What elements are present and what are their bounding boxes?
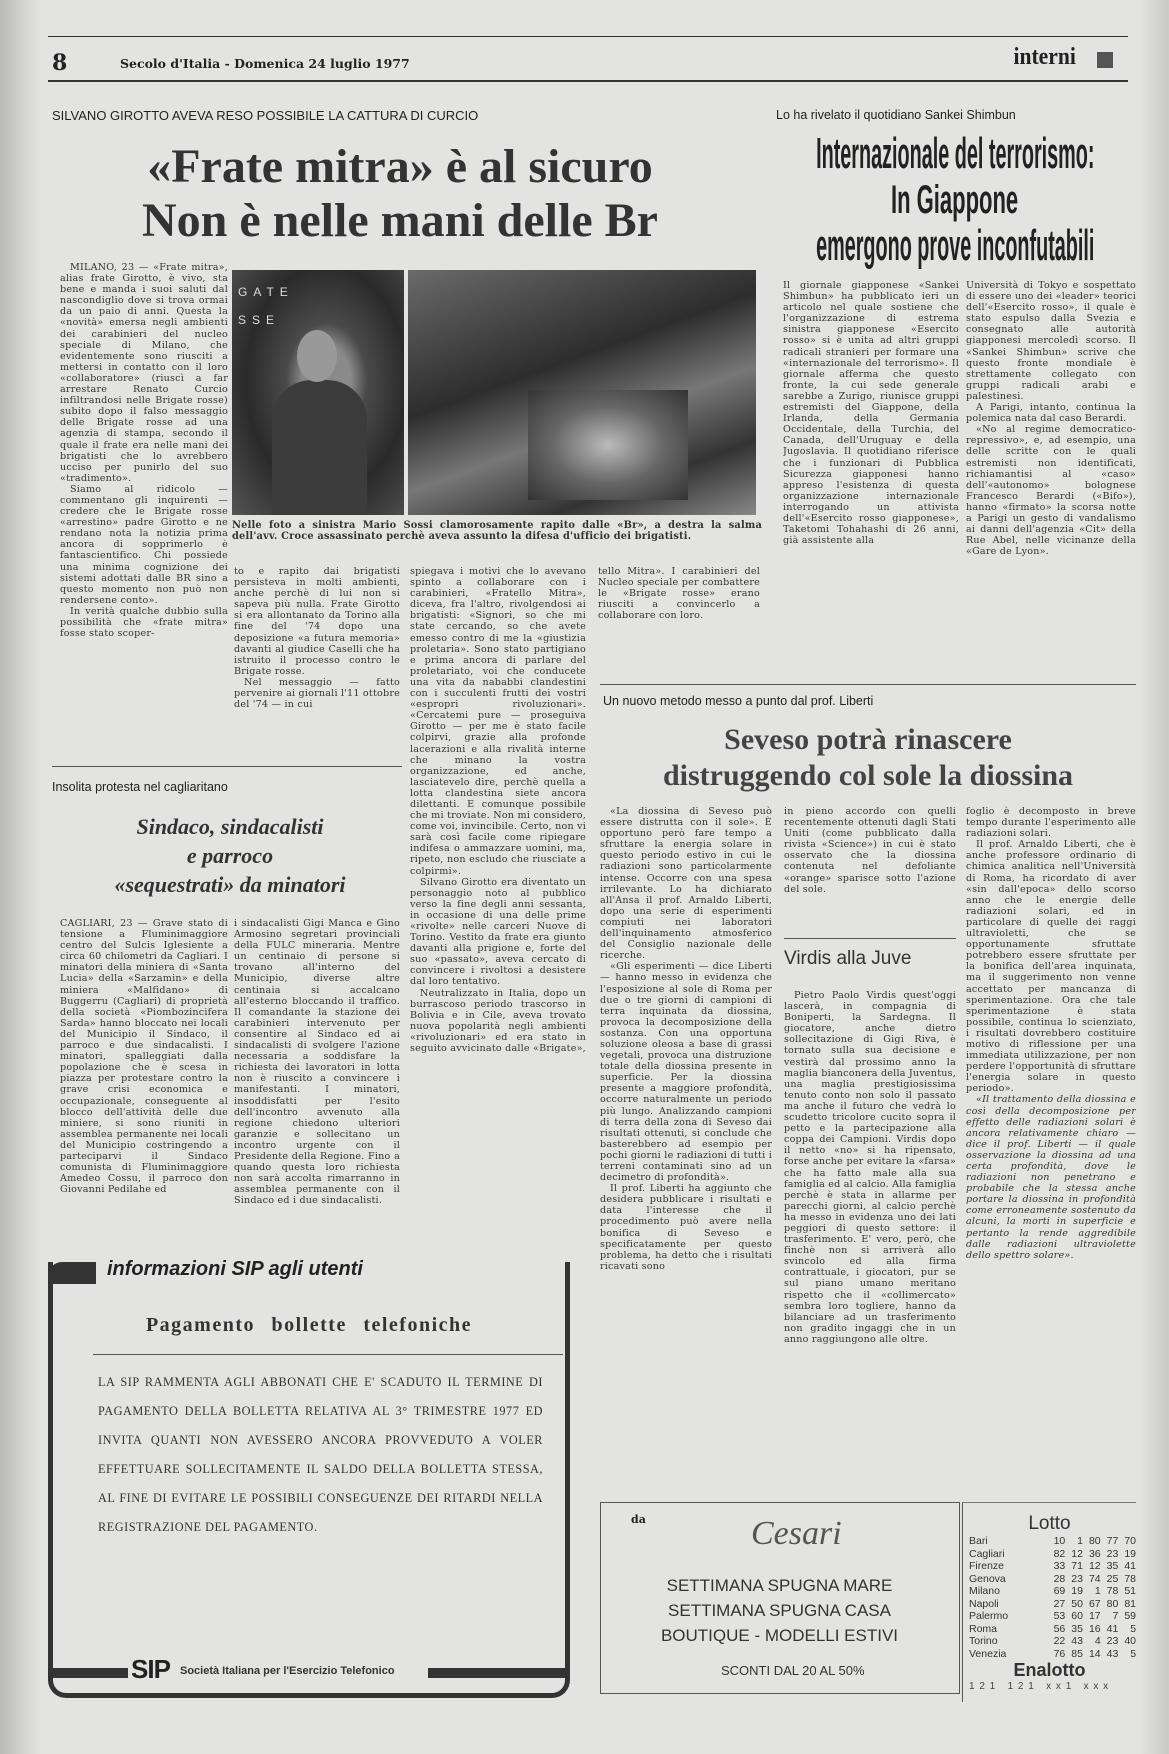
frate-headline-line-2: Non è nelle mani delle Br bbox=[142, 194, 658, 247]
giappone-headline-line-2: In Giappone bbox=[891, 178, 1019, 222]
lotto-number: 23 bbox=[1106, 1635, 1119, 1647]
frate-headline-line-1: «Frate mitra» è al sicuro bbox=[147, 140, 653, 193]
lotto-number: 1 bbox=[1094, 1585, 1101, 1597]
lotto-city: Cagliari bbox=[969, 1547, 1005, 1560]
lotto-number: 51 bbox=[1124, 1585, 1137, 1597]
lotto-number: 78 bbox=[1106, 1585, 1119, 1597]
lotto-number: 67 bbox=[1088, 1597, 1101, 1610]
sindaco-kicker: Insolita protesta nel cagliaritano bbox=[52, 780, 228, 794]
lotto-number: 5 bbox=[1130, 1647, 1137, 1660]
lotto-number: 10 bbox=[1053, 1535, 1066, 1547]
giappone-headline-line-3: emergono prove inconfutabili bbox=[815, 221, 1095, 270]
lotto-row bbox=[969, 1560, 1136, 1573]
photo-sossi bbox=[232, 270, 404, 515]
lotto-number: 71 bbox=[1071, 1560, 1083, 1572]
seveso-kicker: Un nuovo metodo messo a punto dal prof. Liberti bbox=[603, 694, 874, 708]
lotto-number: 40 bbox=[1124, 1635, 1137, 1647]
top-rule bbox=[48, 36, 1128, 37]
paragraph: Il prof. Arnaldo Liberti, che è anche professore ordinario di chimica analitica nell'Università di Roma, ha ricordato di aver «sin dall'epoca» dello scorso anno che le energie delle radiazioni solari, ed in particolare di quelle dei raggi ultravioletti, che se opportunamente sfruttate potrebbero essere sfruttate per la bonifica dell'area inquinata, ma il suggerimento non venne accettato per mancanza di sperimentazione. Ora che tale sperimentazione è stata possibile, continua lo scienziato, i risultati dovrebbero costituire motivo di riflessione per una immediata utilizzazione, per non perdere l'opportunità di sfruttare l'energia solare in questo periodo». bbox=[966, 839, 1136, 1095]
divider bbox=[93, 1354, 563, 1355]
cesari-line-1: SETTIMANA SPUGNA MARE bbox=[666, 1576, 893, 1595]
lotto-number: 23 bbox=[1071, 1572, 1083, 1585]
lotto-number: 41 bbox=[1124, 1560, 1137, 1572]
section-name: interni bbox=[1013, 44, 1076, 70]
page-shadow-right bbox=[1139, 0, 1169, 1754]
lotto-city: Genova bbox=[969, 1572, 1006, 1585]
lotto-number: 35 bbox=[1071, 1622, 1083, 1635]
sindaco-headline-line-1: Sindaco, sindacalisti bbox=[136, 814, 324, 839]
frate-column-2 bbox=[234, 566, 400, 742]
lotto-city: Bari bbox=[969, 1535, 988, 1547]
sip-body: LA SIP RAMMENTA AGLI ABBONATI CHE E' SCADUTO IL TERMINE DI PAGAMENTO DELLA BOLLETTA RELATIVA AL 3° TRIMESTRE 1977 ED INVITA QUANTI NON AVESSERO ANCORA PROVVEDUTO A VOLER EFFETTUARE SOLLECITAMENTE IL SALDO DELLA BOLLETTA STESSA, AL FINE DI EVITARE LE POSSIBILI CONSEGUENZE DEI RITARDI NELLA REGISTRAZIONE DEL PAGAMENTO. bbox=[98, 1375, 543, 1534]
lotto-number: 35 bbox=[1106, 1560, 1119, 1572]
virdis-headline: Virdis alla Juve bbox=[784, 948, 912, 969]
lotto-row bbox=[969, 1535, 1136, 1548]
lotto-number: 17 bbox=[1088, 1610, 1101, 1622]
lotto-number: 28 bbox=[1053, 1572, 1066, 1585]
giappone-column-2 bbox=[966, 280, 1136, 675]
frate-headline bbox=[60, 140, 740, 248]
lotto-number: 5 bbox=[1130, 1622, 1137, 1635]
lotto-number: 7 bbox=[1112, 1610, 1119, 1622]
cesari-logo: Cesari bbox=[751, 1515, 842, 1552]
lotto-number: 16 bbox=[1088, 1622, 1101, 1635]
lotto-number: 85 bbox=[1071, 1647, 1083, 1660]
sip-logo: SIP bbox=[131, 1654, 170, 1684]
lotto-number: 80 bbox=[1088, 1535, 1101, 1547]
cesari-discount: SCONTI DAL 20 AL 50% bbox=[721, 1663, 865, 1678]
cesari-prefix: da bbox=[631, 1513, 646, 1526]
lotto-row bbox=[969, 1573, 1136, 1586]
sip-footer-bar-left bbox=[48, 1668, 128, 1678]
paragraph: Università di Tokyo e sospettato di essere uno dei «leader» teorici dell'«Esercito rosso», il quale è stato espulso dalla Svezia e consegnato alle autorità giapponesi mercoledì scorso. Il «Sankei Shimbun» scrive che questo fronte mondiale è strettamente collegato con gruppi radicali arabi e palestinesi. bbox=[966, 280, 1136, 402]
lotto-number: 33 bbox=[1053, 1560, 1066, 1572]
divider bbox=[52, 766, 402, 767]
frate-column-1 bbox=[60, 262, 228, 752]
giappone-headline bbox=[780, 130, 1130, 270]
enalotto-title: Enalotto bbox=[1013, 1660, 1086, 1680]
paragraph: «Gli esperimenti — dice Liberti — hanno messo in evidenza che l'esposizione al sole di Roma per due o tre giorni di campioni di terra inquinata da diossina, provoca la decomposizione della sostanza. Con una opportuna soluzione oleosa a base di grassi vegetali, provoca una distruzione totale della diossina presente in superficie. Per la diossina presente a maggiore profondità, occorre naturalmente un periodo più lungo. Analizzando campioni di terra della zona di Seveso dai risultati ottenuti, si conclude che basterebbero ad esempio per pochi giorni le radiazioni di tutti i terreni contaminati sino ad un decimetro di profondità». bbox=[600, 961, 772, 1184]
sindaco-headline bbox=[60, 812, 400, 899]
lotto-number: 22 bbox=[1053, 1635, 1066, 1647]
lotto-number: 69 bbox=[1053, 1585, 1066, 1597]
lotto-number: 81 bbox=[1124, 1597, 1137, 1610]
lotto-number: 27 bbox=[1053, 1597, 1066, 1610]
lotto-number: 25 bbox=[1106, 1572, 1119, 1585]
seveso-column-3 bbox=[966, 806, 1136, 1481]
sip-banner: informazioni SIP agli utenti bbox=[107, 1258, 363, 1280]
lotto-number: 19 bbox=[1124, 1547, 1137, 1560]
cesari-line-2: SETTIMANA SPUGNA CASA bbox=[668, 1601, 891, 1620]
lotto-row bbox=[969, 1635, 1136, 1648]
photo-figure bbox=[272, 380, 367, 515]
lotto-number: 41 bbox=[1106, 1622, 1119, 1635]
paragraph: Siamo al ridicolo — commentano gli inquirenti — credere che le Brigate rosse «arrestino» padre Girotto e ne rendano nota la notizia prima ancora di sopprimerlo è fantascientifico. Chi possiede una minima cognizione dei sistemi adottati dalle BR sino a questo momento non può non rendersene conto». bbox=[60, 483, 228, 606]
lotto-city: Torino bbox=[969, 1635, 998, 1647]
divider bbox=[784, 938, 956, 939]
virdis-body bbox=[784, 990, 956, 1482]
lotto-city: Palermo bbox=[969, 1610, 1009, 1622]
divider bbox=[600, 684, 1136, 685]
sip-banner-bar bbox=[48, 1262, 96, 1284]
lotto-number: 50 bbox=[1071, 1597, 1083, 1610]
sindaco-headline-line-2: e parroco bbox=[186, 843, 274, 868]
seveso-headline bbox=[600, 722, 1136, 794]
sip-company: Società Italiana per l'Esercizio Telefonico bbox=[180, 1665, 395, 1677]
giappone-kicker: Lo ha rivelato il quotidiano Sankei Shimbun bbox=[776, 108, 1016, 122]
lotto-number: 82 bbox=[1053, 1547, 1066, 1560]
lotto-row bbox=[969, 1585, 1136, 1598]
photo-scene bbox=[528, 390, 688, 500]
lotto-number: 12 bbox=[1088, 1560, 1101, 1572]
cesari-lines bbox=[601, 1573, 958, 1648]
paragraph: In verità qualche dubbio sulla possibilità che «frate mitra» fosse stato scoper- bbox=[60, 605, 228, 640]
photo-face bbox=[297, 330, 337, 382]
cesari-line-3: BOUTIQUE - MODELLI ESTIVI bbox=[660, 1626, 899, 1645]
paragraph: Nel messaggio — fatto pervenire ai giornali l'11 ottobre del '74 — in cui bbox=[234, 676, 400, 711]
seveso-column-2: in pieno accordo con quelli recentemente ottenuti dagli Stati Uniti (come pubblicato dalla rivista «Science») in cui è stato osservato che la diossina contenuta nel defoliante «orange» sparisce sotto l'azione del sole. bbox=[784, 806, 956, 895]
lotto-title: Lotto bbox=[1028, 1513, 1071, 1534]
lotto-number: 43 bbox=[1071, 1635, 1083, 1647]
lotto-number: 36 bbox=[1088, 1547, 1101, 1560]
cesari-ad bbox=[600, 1502, 960, 1694]
lotto-number: 12 bbox=[1071, 1547, 1083, 1560]
photo-sign-text: GATE SSE bbox=[238, 285, 294, 327]
section-mark bbox=[1097, 52, 1113, 68]
lotto-city: Milano bbox=[969, 1585, 1000, 1597]
lotto-row bbox=[969, 1598, 1136, 1611]
giappone-headline-line-1: Internazionale del terrorismo: bbox=[815, 129, 1095, 178]
lotto-number: 78 bbox=[1124, 1572, 1137, 1585]
paragraph: Neutralizzato in Italia, dopo un burrascoso periodo trascorso in Bolivia e in Cile, aveva trovato nuova popolarità negli ambienti «rivoluzionari» ed era stato in seguito avvicinato dalle «Brigate», bbox=[410, 987, 586, 1055]
masthead-rule bbox=[48, 80, 1128, 82]
paragraph: foglio è decomposto in breve tempo durante l'esperimento alle radiazioni solari. bbox=[966, 806, 1136, 840]
lotto-number: 74 bbox=[1088, 1572, 1101, 1585]
lotto-number: 59 bbox=[1124, 1610, 1137, 1622]
paragraph: «No al regime democratico-repressivo», e, ad esempio, una delle scritte con le quali estremisti non identificati, richiamantisi al «caso» dell'«autonomo» bolognese Francesco Berardi («Bifo»), hanno «firmato» la scorsa notte a Parigi un gesto di vandalismo ai danni dell'agenzia «Cit» della Rue Abel, nelle vicinanze della «Gare de Lyon». bbox=[966, 424, 1136, 558]
lotto-number: 76 bbox=[1053, 1647, 1066, 1660]
lotto-box bbox=[962, 1502, 1136, 1702]
lotto-number: 70 bbox=[1124, 1535, 1137, 1547]
paragraph: Pietro Paolo Virdis quest'oggi lascerà, in compagnia di Boniperti, la Sardegna. Il giocatore, anche dietro sollecitazione di Gigi Riva, è tornato sulla sua decisione e vestirà dal prossimo anno la maglia bianconera della Juventus, una maglia prestigiosissima tenuto conto non solo il passato ma anche il futuro che vedrà lo scudetto tricolore cucito sopra il petto e la partecipazione alla coppa dei Campioni. Virdis dopo il netto «no» si ha ripensato, forse anche per evitare la «farsa» che ha fatto male alla sua famiglia ed al calcio. Alla famiglia perchè è stata in allarme per parecchi giorni, al calcio perchè ha messo in evidenza uno dei lati peggiori di questo settore: il trasferimento. E' vero, però, che finchè non si arriverà allo svincolo ed alla firma contrattuale, i giocatori, pur se sul piano umano meritano rispetto che il «collimercato» sembra loro togliere, hanno da bilanciare ad un trasferimento non gradito ingaggi che in un anno raggiungono alle oltre. bbox=[784, 990, 956, 1345]
lotto-number: 23 bbox=[1106, 1547, 1119, 1560]
lotto-number: 4 bbox=[1094, 1635, 1101, 1647]
seveso-headline-line-2: distruggendo col sole la diossina bbox=[662, 759, 1074, 792]
sindaco-column-1: CAGLIARI, 23 — Grave stato di tensione a Fluminimaggiore centro del Sulcis Iglesiente a circa 60 chilometri da Cagliari. I minatori della miniera di «Santa Lucia» della «Sarzamin» e della miniera «Malfidano» di Buggerru (Cagliari) di proprietà della società «Piombozincifera Sarda» hanno bloccato nei locali del Municipio il Sindaco, il parroco e due sindacalisti. I minatori, spalleggiati dalla popolazione che è scesa in piazza per protestare contro la grave crisi economica e occupazionale, conseguente al blocco dell'attività delle due miniere, si sono riuniti in assemblea permanente nei locali del Municipio costringendo a parteciparvi il Sindaco comunista di Fluminimaggiore Amedeo Cossu, il parroco don Giovanni Pedilahe ed bbox=[60, 918, 228, 1196]
paragraph: to e rapito dai brigatisti persisteva in molti ambienti, anche perchè di lui non si sapeva più nulla. Frate Girotto si era allontanato da Torino alla fine del '74 dopo una deposizione «a futura memoria» davanti al giudice Caselli che ha istruito il processo contro le Brigate rosse. bbox=[234, 566, 400, 677]
paragraph: Silvano Girotto era diventato un personaggio noto al pubblico verso la fine degli anni sessanta, in occasione di una delle prime «rivolte» nelle carceri Nuove di Torino. Vestito da frate era giunto davanti alla prigione e, forte del suo «passato», aveva cercato di convincere i rivoltosi a desistere dal loro tentativo. bbox=[410, 876, 586, 988]
sip-title: Pagamento bollette telefoniche bbox=[145, 1314, 473, 1336]
frate-kicker: SILVANO GIROTTO AVEVA RESO POSSIBILE LA CATTURA DI CURCIO bbox=[52, 108, 479, 123]
lotto-number: 19 bbox=[1071, 1585, 1083, 1597]
lotto-number: 53 bbox=[1053, 1610, 1066, 1622]
sindaco-column-2: i sindacalisti Gigi Manca e Gino Armosino segretari provinciali della FULC mineraria. Mentre un centinaio di persone si trovano all'interno del Municipio, diverse altre centinaia si accalcano all'esterno bloccando il traffico. Il comandante la stazione dei carabinieri intervenuto per consentire al Sindaco ed ai sindacalisti di svolgere l'azione necessaria a soddisfare la richiesta dei lavoratori in lotta non è riuscito a convincere i manifestanti. I minatori, insoddisfatti per l'esito dell'incontro avvenuto alla regione chiedono ulteriori garanzie e sollecitano un incontro urgente con il Presidente della Regione. Fino a quando questa loro richiesta non sarà accolta rimarranno in assemblea permanente con il Sindaco ed i due sindacalisti. bbox=[234, 918, 400, 1207]
lotto-row bbox=[969, 1623, 1136, 1636]
paragraph: Il prof. Liberti ha aggiunto che desidera pubblicare i risultati e data l'interesse che il procedimento può avere nella bonifica di Seveso e specificatamente per questo problema, ha detto che i risultati ricavati sono bbox=[600, 1183, 772, 1272]
paper-dateline: Secolo d'Italia - Domenica 24 luglio 1977 bbox=[120, 56, 410, 71]
lotto-city: Napoli bbox=[969, 1597, 999, 1610]
lotto-number: 56 bbox=[1053, 1622, 1066, 1635]
lotto-city: Firenze bbox=[969, 1560, 1005, 1572]
lotto-number: 1 bbox=[1077, 1535, 1083, 1547]
seveso-headline-line-1: Seveso potrà rinascere bbox=[724, 723, 1012, 756]
lotto-number: 77 bbox=[1106, 1535, 1119, 1547]
lotto-city: Roma bbox=[969, 1622, 998, 1635]
page-shadow-left bbox=[0, 0, 40, 1754]
paragraph: MILANO, 23 — «Frate mitra», alias frate Girotto, è vivo, sta bene e manda i suoi saluti dal nascondiglio dove si trova ormai da un paio di anni. Questa la «novità» emersa negli ambienti dei carabinieri del nucleo speciale di Milano, che evidentemente sono riusciti a mettersi in contatto con il loro «collaboratore» (riuscì a far arrestare Renato Curcio infiltrandosi nelle Brigate rosse) subito dopo il falso messaggio delle Brigate rosse ad una agenzia di stampa, secondo il quale il frate era nelle mani dei brigatisti che lo avrebbero ucciso per punirlo del suo «tradimento». bbox=[60, 262, 228, 484]
lotto-row bbox=[969, 1548, 1136, 1561]
giappone-column-1: Il giornale giapponese «Sankei Shimbun» ha pubblicato ieri un articolo nel quale sostiene che l'organizzazione di estrema sinistra giapponese «Esercito rosso» si è unita ad altri gruppi radicali stranieri per formare una «internazionale del terrorismo». Il giornale afferma che questo fronte, la cui sede generale sarebbe a Zurigo, riunisce gruppi estremisti del Giappone, della Irlanda, della Germania Occidentale, della Turchia, del Canada, dell'Uruguay e della Jugoslavia. Il quotidiano riferisce che i funzionari di Pubblica Sicurezza giapponesi hanno appreso l'esistenza di questa organizzazione internazionale interrogando un attivista dell'«Esercito rosso giapponese», Taketomi Tohahashi di 26 anni, già assistente alla bbox=[783, 280, 959, 547]
page-number: 8 bbox=[52, 50, 68, 76]
paragraph: «La diossina di Seveso può essere distrutta con il sole». È opportuno però fare tempo a sfruttare la energia solare in questo periodo estivo in cui le radiazioni sono particolarmente intense. Occorre con una spesa irrilevante. Lo ha dichiarato all'Ansa il prof. Arnaldo Liberti, dopo una serie di esperimenti compiuti nei laboratori dell'inquinamento atmosferico del Consiglio nazionale delle ricerche. bbox=[600, 806, 772, 962]
sip-ad bbox=[48, 1258, 570, 1698]
sindaco-headline-line-3: «sequestrati» da minatori bbox=[114, 872, 346, 897]
sip-footer-bar-right bbox=[428, 1668, 568, 1678]
lotto-city: Venezia bbox=[969, 1647, 1007, 1660]
lotto-number: 14 bbox=[1088, 1647, 1101, 1660]
seveso-column-1 bbox=[600, 806, 772, 1481]
frate-column-4: tello Mitra». I carabinieri del Nucleo speciale per combattere le «Brigate rosse» erano riusciti a convincerlo a collaborare con loro. bbox=[598, 566, 760, 622]
lotto-row bbox=[969, 1648, 1136, 1661]
lotto-row bbox=[969, 1610, 1136, 1623]
paragraph: spiegava i motivi che lo avevano spinto a collaborare con i carabinieri, «Fratello Mitra», diceva, fra l'altro, rivolgendosi ai brigatisti: «Signori, so che mi state cercando, so che avete emesso contro di me la «giustizia proletaria». Sono stato partigiano e prima ancora di parlare del proletariato, voi che conducete una vita da nababbi clandestini con i succulenti frutti dei vostri «espropri rivoluzionari». «Cercatemi pure — proseguiva Girotto — per me è stato facile colpirvi, grazie alla profonde lacerazioni e alla rivalità interne che minano la vostra organizzazione, ed anche, lasciatevelo dire, perchè quella a lotta clandestina siete ancora dilettanti. E comunque possibile che mi troviate. Non mi considero, come voi, invincibile. Certo, non vi sarà così facile come ripiegare indifesa o ammazzare uomini, ma, ripeto, non escludo che riusciate a colpirmi». bbox=[410, 566, 586, 877]
paragraph: A Parigi, intanto, continua la polemica nata dal caso Berardi. bbox=[966, 402, 1136, 425]
lotto-number: 43 bbox=[1106, 1647, 1119, 1660]
lotto-table bbox=[963, 1535, 1136, 1660]
paragraph: «Il trattamento della diossina e così della decomposizione per effetto delle radiazioni solari è ancora relativamente chiaro — dice il prof. Liberti — il quale osservazione la diossina ad una certa profondità, dove le radiazioni non penetrano e probabile che la stessa anche portare la diossina in profondità come erroneamente sostenuto da alcuni, la morti in superficie e pertanto la rende aggredibile dalle radiazioni ultraviolette dello spettro solare». bbox=[966, 1094, 1136, 1261]
lotto-number: 80 bbox=[1106, 1597, 1119, 1610]
enalotto-results: 1 2 1 1 2 1 x x 1 x x x bbox=[969, 1681, 1110, 1692]
photo-croce bbox=[408, 270, 756, 515]
frate-column-3 bbox=[410, 566, 586, 1246]
photo-caption: Nelle foto a sinistra Mario Sossi clamorosamente rapito dalle «Br», a destra la salma dell'avv. Croce assassinato perchè aveva assunto la difesa d'ufficio dei brigatisti. bbox=[232, 520, 762, 543]
lotto-number: 60 bbox=[1071, 1610, 1083, 1622]
